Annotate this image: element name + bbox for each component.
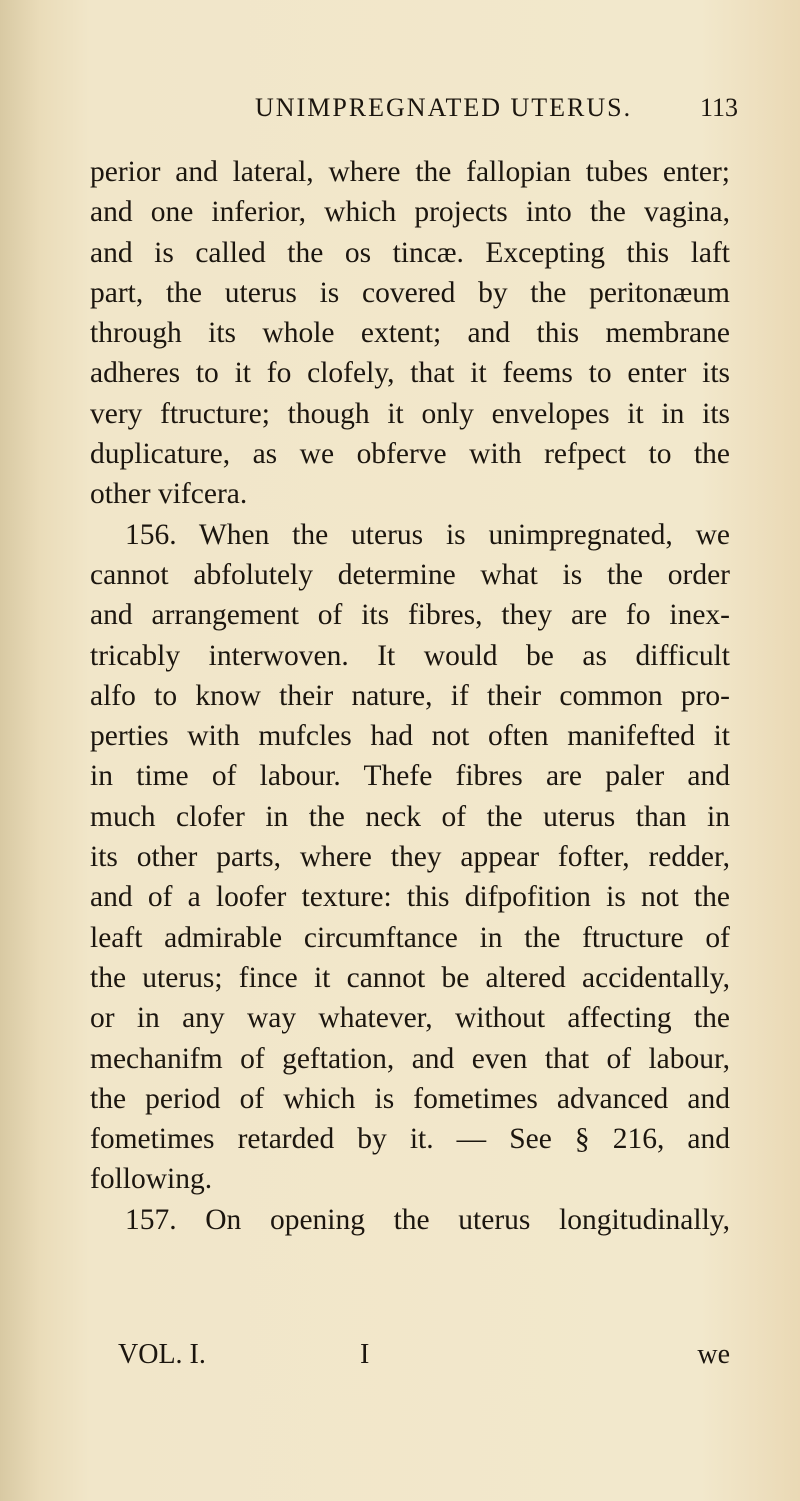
paragraph-157-start: 157. On opening the uterus longitudinally, [125, 1203, 730, 1236]
text-line: fometimes retarded by it. — See § 216, and [90, 1123, 730, 1156]
text-line: or in any way whatever, without affecting the [90, 1002, 730, 1035]
text-line: following. [90, 1163, 213, 1196]
text-line: adheres to it fo clofely, that it feems to enter its [90, 357, 730, 390]
text-line: tricably interwoven. It would be as difficult [90, 639, 730, 672]
text-line: cannot abfolutely determine what is the order [90, 558, 730, 591]
text-line: other vifcera. [90, 478, 248, 511]
text-line: perior and lateral, where the fallopian tubes enter; [90, 156, 730, 188]
text-line: part, the uterus is covered by the peritonæum [90, 276, 730, 309]
text-line: its other parts, where they appear fofter, redder, [90, 841, 730, 874]
text-line: and is called the os tincæ. Excepting this laft [90, 236, 730, 269]
text-line: much clofer in the neck of the uterus than in [90, 800, 730, 833]
paragraph-156-start: 156. When the uterus is unimpregnated, we [125, 518, 730, 551]
text-line: through its whole extent; and this membrane [90, 317, 730, 350]
text-line: and one inferior, which projects into the vagina, [90, 196, 730, 229]
text-line: mechanifm of geftation, and even that of labour, [90, 1042, 730, 1075]
running-title: UNIMPREGNATED UTERUS. [255, 93, 633, 122]
text-line: and arrangement of its fibres, they are fo inex- [90, 599, 730, 632]
page-header [255, 93, 750, 133]
text-line: the period of which is fometimes advanced and [90, 1082, 730, 1115]
catchword: we [697, 1339, 730, 1370]
text-line: duplicature, as we obferve with refpect to the [90, 438, 730, 471]
text-line: leaft admirable circumftance in the ftructure of [90, 921, 730, 954]
text-line: and of a loofer texture: this difpofition is not the [90, 881, 730, 914]
text-line: alfo to know their nature, if their common pro- [90, 679, 730, 712]
text-line: perties with mufcles had not often manifefted it [90, 720, 730, 753]
body-text [90, 152, 730, 1240]
signature-mark: I [360, 1339, 370, 1370]
page-number: 113 [700, 93, 739, 122]
text-line: very ftructure; though it only envelopes it in its [90, 397, 730, 430]
page-footer [90, 1339, 730, 1379]
text-line: the uterus; fince it cannot be altered accidentally, [90, 961, 730, 994]
volume-signature: VOL. I. [118, 1339, 206, 1370]
text-line: in time of labour. Thefe fibres are paler and [90, 760, 730, 793]
